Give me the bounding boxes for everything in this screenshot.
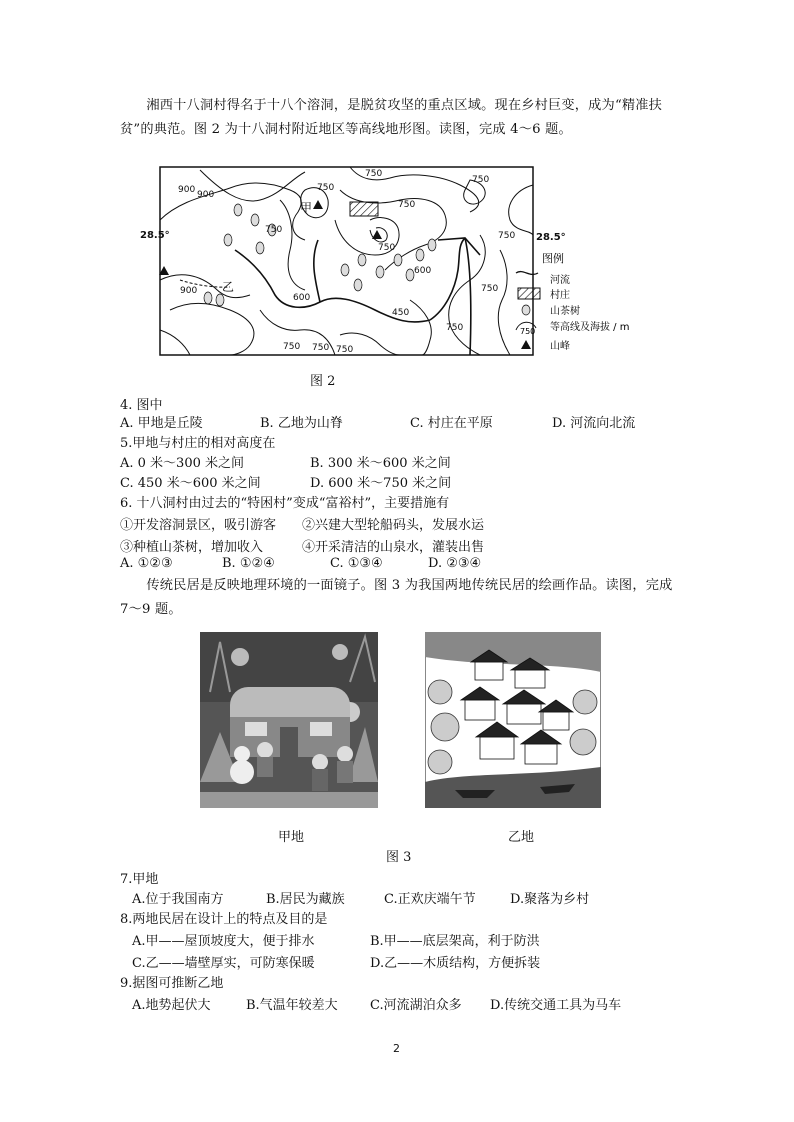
q7-stem: 7.甲地	[120, 872, 159, 887]
lat-label-right: 28.5°	[536, 232, 566, 243]
contour-value: 600	[414, 266, 432, 276]
tea-tree-icon	[341, 264, 349, 276]
contour-map	[140, 160, 680, 365]
contour-value: 750	[498, 231, 516, 241]
q6-statement-4: ④开采清洁的山泉水，灌装出售	[302, 540, 485, 555]
house-icon	[465, 700, 495, 720]
q7-option-a[interactable]: A.位于我国南方	[132, 892, 224, 907]
q6-option-b[interactable]: B. ①②④	[222, 556, 275, 571]
child-figure	[312, 754, 328, 770]
q9-option-c[interactable]: C.河流湖泊众多	[370, 998, 462, 1013]
tree-icon	[431, 713, 459, 741]
house-icon	[515, 670, 545, 688]
legend-contour: 等高线及海拔 / m	[550, 322, 630, 333]
q6-option-a[interactable]: A. ①②③	[120, 556, 173, 571]
tea-tree-icon	[256, 242, 264, 254]
intro-paragraph-1: 湘西十八洞村得名于十八个溶洞，是脱贫攻坚的重点区域。现在乡村巨变，成为“精准扶贫”的典范。图 2 为十八洞村附近地区等高线地形图。读图，完成 4～6 题。	[120, 98, 663, 137]
q5-option-d[interactable]: D. 600 米～750 米之间	[310, 476, 452, 491]
q9-option-a[interactable]: A.地势起伏大	[132, 998, 211, 1013]
tea-tree-icon	[522, 305, 530, 315]
painting-yi	[425, 632, 601, 808]
tea-tree-icon	[251, 214, 259, 226]
legend-river: 河流	[550, 275, 570, 286]
tea-tree-icon	[428, 239, 436, 251]
tea-tree-icon	[416, 249, 424, 261]
tree-icon	[428, 750, 452, 774]
tea-tree-icon	[216, 294, 224, 306]
legend-village: 村庄	[550, 290, 570, 301]
contour-value: 900	[197, 190, 215, 200]
painting-jia	[200, 632, 378, 808]
q4-stem: 4. 图中	[120, 398, 163, 413]
contour-value: 750	[283, 342, 301, 352]
intro-paragraph-2: 传统民居是反映地理环境的一面镜子。图 3 为我国两地传统民居的绘画作品。读图，完成 7～9 题。	[120, 578, 673, 617]
figure-3-caption: 图 3	[386, 850, 412, 865]
q8-stem: 8.两地民居在设计上的特点及目的是	[120, 912, 328, 927]
house-icon	[480, 737, 514, 759]
contour-value: 750	[472, 175, 490, 185]
tea-tree-icon	[358, 254, 366, 266]
legend-contour-sample: 750	[520, 327, 536, 336]
contour-value: 750	[446, 323, 464, 333]
q6-statement-1: ①开发溶洞景区，吸引游客	[120, 518, 277, 533]
contour-value: 750	[398, 200, 416, 210]
figure-2-caption: 图 2	[310, 374, 336, 389]
q6-statement-3: ③种植山茶树，增加收入	[120, 540, 264, 555]
q9-option-b[interactable]: B.气温年较差大	[246, 998, 338, 1013]
tea-tree-icon	[234, 204, 242, 216]
tea-tree-icon	[394, 254, 402, 266]
village-marker	[350, 202, 378, 216]
q9-option-d[interactable]: D.传统交通工具为马车	[490, 998, 622, 1013]
contour-value: 600	[293, 293, 311, 303]
contour-value: 750	[336, 345, 354, 355]
figure-3-label-yi: 乙地	[508, 830, 535, 845]
page-number: 2	[393, 1042, 400, 1055]
legend-village-symbol	[518, 288, 540, 299]
q5-option-a[interactable]: A. 0 米～300 米之间	[120, 456, 245, 471]
tea-tree-icon	[204, 292, 212, 304]
house-icon	[475, 662, 503, 680]
q6-statement-2: ②兴建大型轮船码头，发展水运	[302, 518, 485, 533]
window-icon	[245, 722, 267, 736]
contour-value: 750	[378, 243, 396, 253]
tea-tree-icon	[406, 269, 414, 281]
q7-option-d[interactable]: D.聚落为乡村	[510, 892, 590, 907]
snowman-icon	[230, 760, 254, 784]
house-icon	[525, 744, 557, 764]
q4-option-b[interactable]: B. 乙地为山脊	[260, 416, 343, 431]
contour-value: 900	[178, 185, 196, 195]
q6-stem: 6. 十八洞村由过去的“特困村”变成“富裕村”，主要措施有	[120, 496, 450, 511]
child-figure	[257, 742, 273, 758]
q7-option-b[interactable]: B.居民为藏族	[266, 892, 345, 907]
tea-tree-icon	[376, 266, 384, 278]
door-icon	[280, 727, 298, 757]
q5-option-c[interactable]: C. 450 米～600 米之间	[120, 476, 261, 491]
q6-option-d[interactable]: D. ②③④	[428, 556, 482, 571]
lantern-icon	[332, 644, 348, 660]
q4-option-a[interactable]: A. 甲地是丘陵	[120, 416, 203, 431]
q5-stem: 5.甲地与村庄的相对高度在	[120, 436, 276, 451]
window-icon	[310, 722, 332, 736]
q8-option-a[interactable]: A.甲——屋顶坡度大，便于排水	[132, 934, 315, 949]
tea-tree-icon	[224, 234, 232, 246]
q8-option-c[interactable]: C.乙——墙壁厚实，可防寒保暖	[132, 956, 315, 971]
place-label-jia: 甲	[300, 201, 313, 215]
child-figure	[337, 746, 353, 762]
legend-tea: 山茶树	[550, 306, 580, 317]
q9-stem: 9.据图可推断乙地	[120, 976, 224, 991]
house-icon	[507, 704, 541, 724]
q4-option-c[interactable]: C. 村庄在平原	[410, 416, 493, 431]
contour-value: 750	[265, 225, 283, 235]
q5-option-b[interactable]: B. 300 米～600 米之间	[310, 456, 451, 471]
contour-value: 750	[481, 284, 499, 294]
lat-label-left: 28.5°	[140, 230, 170, 241]
legend-title: 图例	[542, 252, 564, 265]
q4-option-d[interactable]: D. 河流向北流	[552, 416, 636, 431]
contour-value: 450	[392, 308, 410, 318]
tree-icon	[573, 690, 597, 714]
contour-value: 900	[180, 286, 198, 296]
place-label-yi: 乙	[222, 280, 235, 294]
tree-icon	[570, 729, 596, 755]
q7-option-c[interactable]: C.正欢庆端午节	[384, 892, 476, 907]
figure-3-label-jia: 甲地	[278, 830, 305, 845]
contour-value: 750	[365, 169, 383, 179]
q8-option-b[interactable]: B.甲——底层架高，利于防洪	[370, 934, 540, 949]
tea-tree-icon	[354, 279, 362, 291]
q8-option-d[interactable]: D.乙——木质结构，方便拆装	[370, 956, 541, 971]
q6-option-c[interactable]: C. ①③④	[330, 556, 383, 571]
contour-value: 750	[317, 183, 335, 193]
contour-value: 750	[312, 343, 330, 353]
tree-icon	[428, 680, 452, 704]
lantern-icon	[231, 648, 249, 666]
legend-peak: 山峰	[550, 341, 570, 352]
house-icon	[543, 712, 569, 730]
